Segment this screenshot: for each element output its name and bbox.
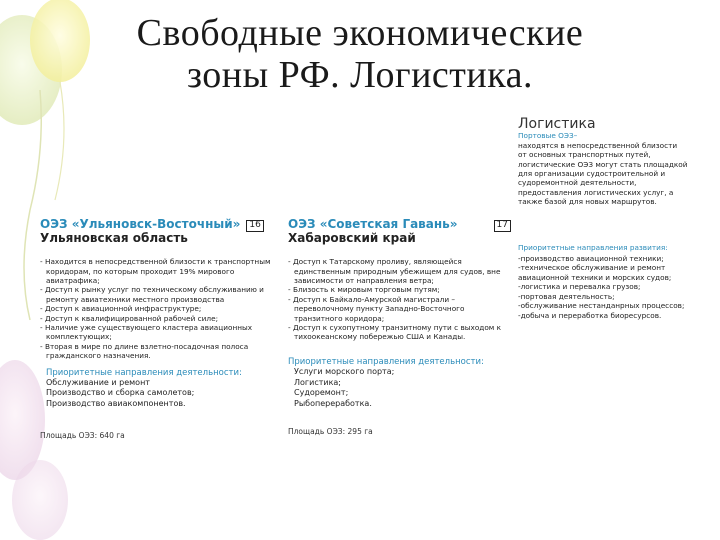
zone-number-badge: 16 — [246, 220, 263, 231]
list-item: - Находится в непосредственной близости к транспортным коридорам, по которым проходит 19% мирового авиатрафика; — [40, 257, 271, 285]
slide-title — [30, 12, 690, 96]
slide-title-line1: Свободные экономические — [136, 12, 584, 54]
priority-item: Производство авиакомпонентов. — [46, 398, 186, 408]
list-item: - Доступ к квалифицированной рабочей силе; — [40, 313, 219, 323]
priority-item: Услуги морского порта; — [294, 367, 395, 377]
list-item: - Наличие уже существующего кластера авиационных комплектующих; — [40, 322, 253, 342]
list-item: -логистика и перевалка грузов; — [518, 282, 641, 292]
list-item: - Доступ к рынку услуг по техническому обслуживанию и ремонту авиатехники местного производства — [40, 285, 264, 304]
list-item: - Доступ к Татарскому проливу, являющейся единственным природным убежищем для судов, вне зависимости от направления ветра; — [288, 257, 501, 285]
list-item: - Вторая в мире по длине взлетно-посадочная полоса гражданского назначения. — [40, 341, 249, 361]
priority-list — [518, 254, 688, 320]
zone-region: Хабаровский край — [288, 230, 416, 245]
zone-region: Ульяновская область — [40, 230, 188, 245]
zone-area: Площадь ОЭЗ: 640 га — [40, 431, 125, 441]
zone-name: ОЭЗ «Ульяновск-Восточный» — [40, 217, 241, 231]
slide-title-line2: зоны РФ. Логистика. — [187, 54, 533, 96]
list-item: -производство авиационной техники; — [518, 254, 664, 264]
logistics-panel — [518, 116, 688, 320]
advantages-list — [40, 257, 280, 360]
zone-name: ОЭЗ «Советская Гавань» — [288, 217, 458, 231]
list-item: - Доступ к авиационной инфраструктуре; — [40, 304, 202, 314]
logistics-description: находятся в непосредственной близости от основных транспортных путей, логистические ОЭЗ могут стать площадкой для организации судостроительной и судоремонтной деятельности, предоставления логистических услуг, а также базой для новых маршрутов. — [518, 140, 688, 207]
advantages-list — [288, 257, 508, 342]
priority-item: Производство и сборка самолетов; — [46, 388, 195, 398]
zone-area: Площадь ОЭЗ: 295 га — [288, 427, 373, 437]
list-item: -добыча и переработка биоресурсов. — [518, 310, 662, 320]
list-item: -портовая деятельность; — [518, 291, 615, 301]
priority-item: Судоремонт; — [294, 388, 349, 398]
list-item: -техническое обслуживание и ремонт авиационной техники и морских судов; — [518, 263, 672, 282]
list-item: - Доступ к Байкало-Амурской магистрали – переволочному пункту Западно-Восточного транзитного коридора; — [288, 294, 465, 323]
priority-title: Приоритетные направления деятельности: — [46, 367, 242, 378]
zone-number-badge: 17 — [494, 220, 511, 231]
zone-card-sovetskaya-gavan — [288, 217, 508, 437]
logistics-subheading: Портовые ОЭЗ– — [518, 131, 578, 141]
list-item: - Доступ к сухопутному транзитному пути с выходом к тихоокеанскому побережью США и Канады. — [288, 322, 502, 342]
zone-card-ulyanovsk — [40, 217, 280, 441]
logistics-heading: Логистика — [518, 116, 596, 132]
list-item: - Близость к мировым торговым путям; — [288, 285, 440, 295]
priority-item: Логистика; — [294, 377, 341, 387]
priority-item: Обслуживание и ремонт — [46, 377, 150, 387]
priority-title: Приоритетные направления развития: — [518, 242, 668, 252]
priority-title: Приоритетные направления деятельности: — [288, 356, 484, 367]
list-item: -обслуживание нестанданрных процессов; — [518, 301, 685, 311]
priority-item: Рыбопереработка. — [294, 398, 372, 408]
